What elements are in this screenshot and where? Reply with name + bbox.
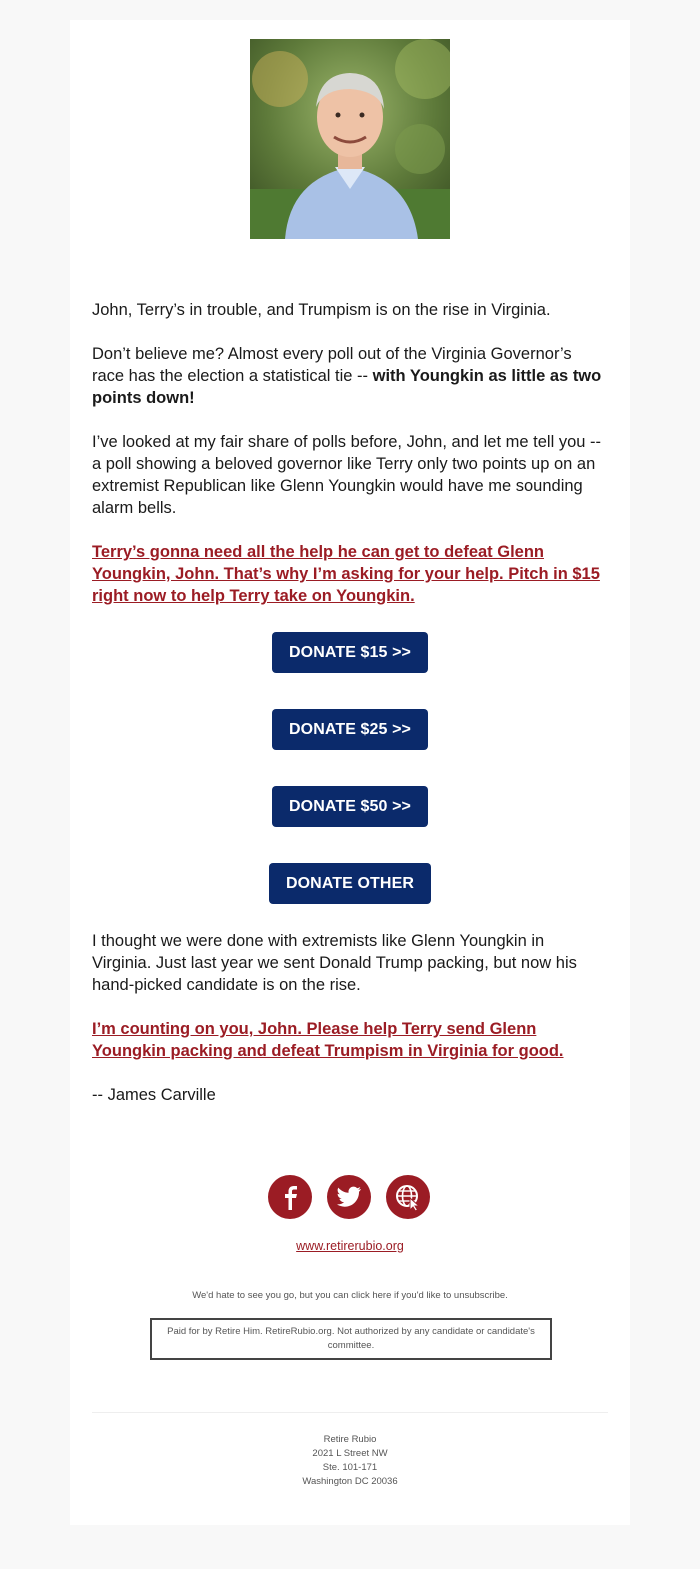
paragraph-poll-bold: with Youngkin as little as two points down!	[92, 367, 602, 407]
mailing-address	[70, 1433, 630, 1489]
paragraph-poll	[92, 343, 608, 409]
website-link[interactable]: www.retirerubio.org	[296, 1239, 404, 1253]
paid-for-text: Paid for by Retire Him. RetireRubio.org. Not authorized by any candidate or candidate's committee.	[167, 1326, 535, 1351]
paragraph-extremists: I thought we were done with extremists like Glenn Youngkin in Virginia. Just last year we sent Donald Trump packing, but now his hand-picked candidate is on the rise.	[92, 932, 577, 994]
email-card	[70, 20, 630, 1525]
address-line: Washington DC 20036	[302, 1476, 398, 1487]
candidate-photo	[250, 39, 450, 239]
footer-divider	[92, 1412, 608, 1413]
paragraph-intro: John, Terry’s in trouble, and Trumpism is on the rise in Virginia.	[92, 301, 551, 319]
cta-link-1-wrapper	[92, 541, 608, 607]
address-line: 2021 L Street NW	[312, 1448, 388, 1459]
cta-link-counting-on-you[interactable]: I’m counting on you, John. Please help Terry send Glenn Youngkin packing and defeat Trumpism in Virginia for good.	[92, 1020, 564, 1060]
address-line: Retire Rubio	[323, 1434, 377, 1445]
facebook-icon[interactable]	[268, 1175, 312, 1219]
paragraph-alarm: I’ve looked at my fair share of polls before, John, and let me tell you -- a poll showing a beloved governor like Terry only two points up on an extremist Republican like Glenn Youngkin would have me sounding alarm bells.	[92, 433, 602, 517]
cta-link-2-wrapper	[92, 1018, 608, 1062]
signature: -- James Carville	[92, 1086, 216, 1104]
address-line: Ste. 101-171	[322, 1462, 378, 1473]
donate-other-button[interactable]: DONATE OTHER	[269, 863, 431, 904]
donate-15-button[interactable]: DONATE $15 >>	[272, 632, 428, 673]
paragraph-poll-lead: Don’t believe me? Almost every poll out of the Virginia Governor’s race has the election a statistical tie --	[92, 345, 572, 385]
donate-25-button[interactable]: DONATE $25 >>	[272, 709, 428, 750]
donate-50-button[interactable]: DONATE $50 >>	[272, 786, 428, 827]
social-icons	[268, 1175, 430, 1219]
unsubscribe-text[interactable]: We'd hate to see you go, but you can click here if you'd like to unsubscribe.	[192, 1290, 508, 1301]
cta-link-pitch-in[interactable]: Terry’s gonna need all the help he can get to defeat Glenn Youngkin, John. That’s why I’m asking for your help. Pitch in $15 right now to help Terry take on Youngkin.	[92, 543, 600, 605]
website-icon[interactable]	[386, 1175, 430, 1219]
paid-for-disclaimer	[150, 1318, 552, 1360]
twitter-icon[interactable]	[327, 1175, 371, 1219]
